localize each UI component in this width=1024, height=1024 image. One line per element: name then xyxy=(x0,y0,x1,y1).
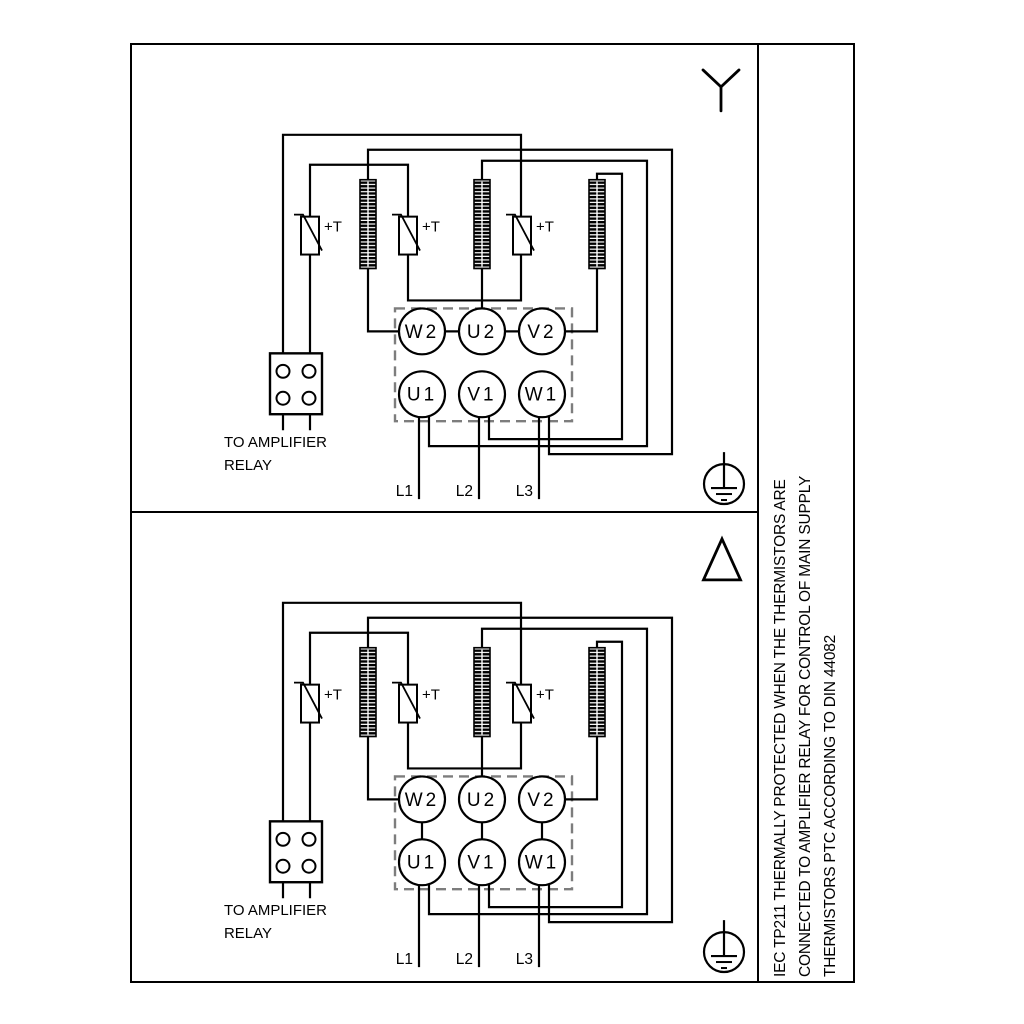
relay-caption-line-2: RELAY xyxy=(224,925,273,943)
thermistor-label: +T xyxy=(422,218,440,236)
side-note-line-2: CONNECTED TO AMPLIFIER RELAY FOR CONTROL OF MAIN SUPPLY xyxy=(797,475,814,977)
wiring-panel-svg-star xyxy=(132,45,757,513)
wiring-panel-svg-delta xyxy=(132,513,757,981)
supply-label-l1: L1 xyxy=(395,951,413,969)
terminal-label: W1 xyxy=(524,852,560,874)
terminal-v1 xyxy=(459,839,505,885)
thermistor-label: +T xyxy=(536,686,554,704)
relay-caption-line-1: TO AMPLIFIER xyxy=(224,902,327,920)
terminal-label: W2 xyxy=(404,321,440,343)
terminal-label: U2 xyxy=(466,321,498,343)
relay-terminal xyxy=(277,860,290,873)
terminal-label: V1 xyxy=(467,384,497,406)
terminal-u2 xyxy=(459,308,505,354)
relay-caption-line-2: RELAY xyxy=(224,457,273,475)
winding-coil xyxy=(360,648,376,737)
terminal-label: W2 xyxy=(404,789,440,811)
relay-terminal xyxy=(303,392,316,405)
terminal-u1 xyxy=(399,839,445,885)
terminal-u1 xyxy=(399,371,445,417)
winding-coil xyxy=(589,648,605,737)
wire xyxy=(408,255,521,301)
wiring-panel-delta xyxy=(132,513,757,981)
relay-terminal-box xyxy=(270,821,322,882)
thermistor-label: +T xyxy=(536,218,554,236)
terminal-w2 xyxy=(399,308,445,354)
thermistor-symbol xyxy=(506,215,534,255)
side-note-text xyxy=(768,377,844,977)
terminal-label: U2 xyxy=(466,789,498,811)
terminal-label: V1 xyxy=(467,852,497,874)
delta-connection-icon xyxy=(704,539,741,580)
terminal-label: W1 xyxy=(524,384,560,406)
side-note-column xyxy=(757,45,853,981)
supply-label-l2: L2 xyxy=(455,483,473,501)
terminal-v1 xyxy=(459,371,505,417)
relay-terminal xyxy=(303,365,316,378)
relay-terminal xyxy=(277,365,290,378)
earth-ground-icon xyxy=(704,920,744,972)
relay-terminal xyxy=(277,833,290,846)
terminal-u2 xyxy=(459,776,505,822)
wire xyxy=(408,723,521,769)
relay-caption-line-1: TO AMPLIFIER xyxy=(224,434,327,452)
terminal-w1 xyxy=(519,371,565,417)
side-note-line-1: IEC TP211 THERMALLY PROTECTED WHEN THE THERMISTORS ARE xyxy=(772,479,789,977)
thermistor-symbol xyxy=(294,215,322,255)
supply-label-l3: L3 xyxy=(515,951,533,969)
terminal-label: V2 xyxy=(527,789,557,811)
winding-coil xyxy=(589,180,605,269)
side-note-line-3: THERMISTORS PTC ACCORDING TO DIN 44082 xyxy=(822,634,839,977)
terminal-v2 xyxy=(519,776,565,822)
winding-coil xyxy=(474,180,490,269)
wire xyxy=(310,165,408,217)
thermistor-label: +T xyxy=(422,686,440,704)
relay-terminal-box xyxy=(270,353,322,414)
star-connection-icon xyxy=(703,70,739,111)
winding-coil xyxy=(474,648,490,737)
terminal-label: U1 xyxy=(406,852,438,874)
thermistor-symbol xyxy=(294,683,322,723)
supply-label-l3: L3 xyxy=(515,483,533,501)
relay-terminal xyxy=(303,860,316,873)
thermistor-symbol xyxy=(392,683,420,723)
terminal-label: V2 xyxy=(527,321,557,343)
drawing-frame xyxy=(130,43,855,983)
terminal-v2 xyxy=(519,308,565,354)
winding-coil xyxy=(360,180,376,269)
thermistor-label: +T xyxy=(324,218,342,236)
relay-terminal xyxy=(277,392,290,405)
thermistor-symbol xyxy=(392,215,420,255)
earth-ground-icon xyxy=(704,452,744,504)
thermistor-label: +T xyxy=(324,686,342,704)
supply-label-l2: L2 xyxy=(455,951,473,969)
terminal-label: U1 xyxy=(406,384,438,406)
thermistor-symbol xyxy=(506,683,534,723)
wiring-panel-star xyxy=(132,45,757,513)
terminal-w2 xyxy=(399,776,445,822)
relay-terminal xyxy=(303,833,316,846)
terminal-w1 xyxy=(519,839,565,885)
wire xyxy=(310,633,408,685)
supply-label-l1: L1 xyxy=(395,483,413,501)
